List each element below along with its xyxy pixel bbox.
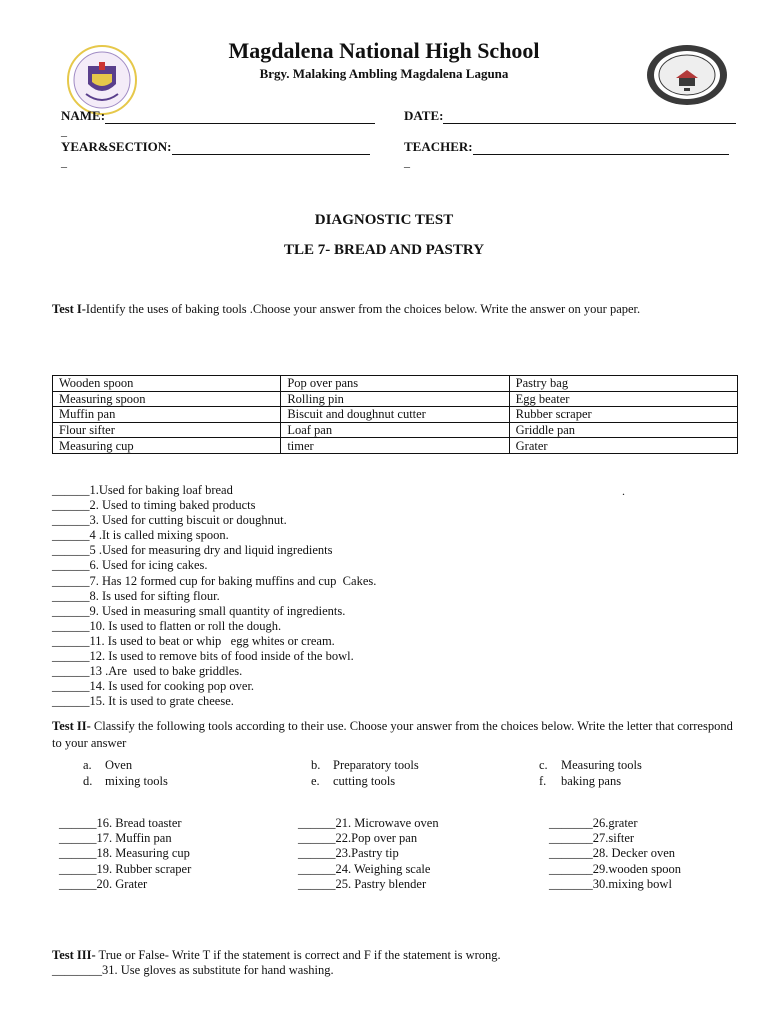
question-item: ________31. Use gloves as substitute for hand washing. bbox=[52, 963, 334, 977]
question-item: ______3. Used for cutting biscuit or doughnut. bbox=[52, 513, 287, 528]
table-cell: Rolling pin bbox=[281, 391, 509, 407]
option-letter: d. bbox=[83, 774, 93, 788]
table-cell: Loaf pan bbox=[281, 422, 509, 438]
name-label: NAME: bbox=[61, 108, 106, 123]
date-line bbox=[443, 111, 736, 124]
table-cell: Muffin pan bbox=[53, 407, 281, 423]
option-letter: e. bbox=[311, 774, 320, 788]
table-row bbox=[53, 376, 738, 392]
question-item: ______1.Used for baking loaf bread bbox=[52, 483, 233, 497]
subject-title: TLE 7- BREAD AND PASTRY bbox=[283, 242, 485, 258]
table-cell: Pastry bag bbox=[509, 376, 737, 392]
option-e bbox=[311, 773, 395, 789]
question-item: ______5 .Used for measuring dry and liquid ingredients bbox=[52, 543, 333, 558]
school-address: Brgy. Malaking Ambling Magdalena Laguna bbox=[259, 66, 509, 81]
question-item: ______9. Used in measuring small quantity of ingredients. bbox=[52, 603, 346, 618]
question-item: _______29.wooden spoon bbox=[549, 861, 681, 876]
table-row bbox=[53, 422, 738, 438]
question-item: ______15. It is used to grate cheese. bbox=[52, 694, 234, 709]
question-item: ______10. Is used to flatten or roll the dough. bbox=[52, 618, 282, 633]
question-item: _______26.grater bbox=[549, 816, 638, 830]
question-item: ______6. Used for icing cakes. bbox=[52, 558, 208, 573]
table-cell: Griddle pan bbox=[509, 422, 737, 438]
table-row bbox=[53, 407, 738, 423]
option-text: cutting tools bbox=[333, 774, 396, 788]
question-item: ______17. Muffin pan bbox=[59, 831, 172, 846]
question-item: _______27.sifter bbox=[549, 831, 635, 846]
test2-column-3 bbox=[549, 816, 681, 892]
table-cell: Measuring cup bbox=[53, 438, 281, 454]
question-item: ______2. Used to timing baked products bbox=[52, 498, 256, 513]
test2-instructions bbox=[52, 718, 740, 752]
question-item: ______21. Microwave oven bbox=[298, 816, 439, 830]
table-cell: Measuring spoon bbox=[53, 391, 281, 407]
table-cell: Egg beater bbox=[509, 391, 737, 407]
test1-instructions bbox=[52, 301, 740, 318]
question-item: ______4 .It is called mixing spoon. bbox=[52, 528, 229, 543]
test1-choices-table bbox=[52, 375, 738, 454]
date-field[interactable] bbox=[404, 108, 736, 124]
question-item: ______14. Is used for cooking pop over. bbox=[52, 679, 255, 694]
test1-label: Test I- bbox=[52, 302, 86, 316]
question-item: ______18. Measuring cup bbox=[59, 846, 190, 861]
year-section-field[interactable] bbox=[61, 139, 370, 155]
option-c bbox=[539, 757, 642, 773]
option-text: Measuring tools bbox=[561, 758, 642, 772]
name-line bbox=[105, 111, 375, 124]
question-item: ______22.Pop over pan bbox=[298, 831, 418, 846]
option-letter: f. bbox=[539, 774, 547, 788]
test2-instruction-text: Classify the following tools according to their use. Choose your answer from the choices below. Write the letter that correspond to your answer bbox=[52, 719, 733, 750]
table-cell: timer bbox=[281, 438, 509, 454]
table-cell: Flour sifter bbox=[53, 422, 281, 438]
option-letter: b. bbox=[311, 758, 321, 772]
question-item: ______20. Grater bbox=[59, 876, 148, 891]
question-item: ______25. Pastry blender bbox=[298, 876, 427, 891]
teacher-field[interactable] bbox=[404, 139, 729, 155]
date-label: DATE: bbox=[404, 108, 444, 123]
question-item: _______28. Decker oven bbox=[549, 846, 676, 861]
option-text: Preparatory tools bbox=[333, 758, 419, 772]
year-section-line bbox=[172, 142, 370, 155]
question-item: ______12. Is used to remove bits of food inside of the bowl. bbox=[52, 649, 354, 664]
test1-instruction-text: Identify the uses of baking tools .Choose your answer from the choices below. Write the answer on your paper. bbox=[85, 302, 641, 316]
table-cell: Rubber scraper bbox=[509, 407, 737, 423]
test2-column-2 bbox=[298, 816, 439, 892]
option-b bbox=[311, 757, 419, 773]
question-item: ______24. Weighing scale bbox=[298, 861, 431, 876]
option-text: Oven bbox=[105, 758, 133, 772]
option-text: mixing tools bbox=[105, 774, 168, 788]
table-cell: Wooden spoon bbox=[53, 376, 281, 392]
name-field[interactable] bbox=[61, 108, 375, 124]
option-a bbox=[83, 757, 132, 773]
school-name: Magdalena National High School bbox=[228, 38, 540, 63]
question-item: ______19. Rubber scraper bbox=[59, 861, 192, 876]
table-cell: Pop over pans bbox=[281, 376, 509, 392]
option-letter: c. bbox=[539, 758, 548, 772]
stray-dot: . bbox=[622, 484, 625, 498]
test3-label: Test III- bbox=[52, 948, 96, 962]
question-item: _______30.mixing bowl bbox=[549, 876, 672, 891]
question-item: ______16. Bread toaster bbox=[59, 816, 182, 830]
test-title: DIAGNOSTIC TEST bbox=[314, 212, 454, 228]
option-f bbox=[539, 773, 621, 789]
test2-column-1 bbox=[59, 816, 191, 892]
year-section-label: YEAR&SECTION: bbox=[61, 139, 172, 154]
option-text: baking pans bbox=[561, 774, 622, 788]
option-d bbox=[83, 773, 168, 789]
question-item: ______13 .Are used to bake griddles. bbox=[52, 664, 243, 679]
teacher-line bbox=[473, 142, 729, 155]
question-item: ______23.Pastry tip bbox=[298, 846, 399, 861]
table-row bbox=[53, 391, 738, 407]
name-dash: _ bbox=[61, 124, 67, 138]
table-cell: Grater bbox=[509, 438, 737, 454]
question-item: ______7. Has 12 formed cup for baking muffins and cup Cakes. bbox=[52, 573, 377, 588]
table-row bbox=[53, 438, 738, 454]
test2-label: Test II- bbox=[52, 719, 91, 733]
teacher-dash: _ bbox=[404, 155, 410, 169]
question-item: ______11. Is used to beat or whip egg whites or cream. bbox=[52, 633, 335, 648]
teacher-label: TEACHER: bbox=[404, 139, 473, 154]
test1-items bbox=[52, 483, 376, 709]
table-cell: Biscuit and doughnut cutter bbox=[281, 407, 509, 423]
option-letter: a. bbox=[83, 758, 92, 772]
question-item: ______8. Is used for sifting flour. bbox=[52, 588, 220, 603]
test3-instruction-text: True or False- Write T if the statement is correct and F if the statement is wrong. bbox=[95, 948, 501, 962]
year-section-dash: _ bbox=[61, 155, 67, 169]
